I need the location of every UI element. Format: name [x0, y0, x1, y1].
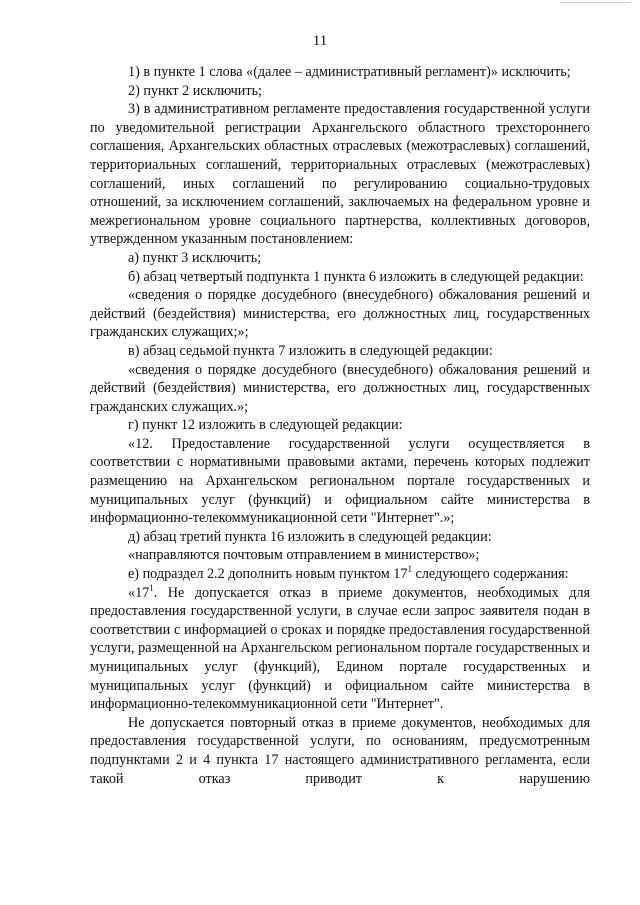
paragraph-subitem-b: б) абзац четвертый подпункта 1 пункта 6 изложить в следующей редакции: — [128, 268, 584, 285]
paragraph-item-2: 2) пункт 2 исключить; — [128, 82, 262, 99]
quoted-text-e — [90, 584, 590, 714]
paragraph-subitem-e-end: следующего содержания: — [412, 566, 569, 583]
superscript: 1 — [407, 564, 412, 575]
quoted-text-d: «направляются почтовым отправлением в министерство»; — [128, 547, 480, 564]
paragraph-continuation: Не допускается повторный отказ в приеме документов, необходимых для предоставления государственной услуги, по основаниям, предусмотренным подпунктами 2 и 4 пункта 17 настоящего административного регламента, если такой отказ приводит к нарушению — [90, 714, 590, 787]
paragraph-item-1: 1) в пункте 1 слова «(далее – административный регламент)» исключить; — [128, 64, 571, 80]
top-edge-rule — [560, 2, 630, 3]
paragraph-subitem-a: а) пункт 3 исключить; — [128, 249, 262, 266]
paragraph-item-3: 3) в административном регламенте предоставления государственной услуги по уведомительной регистрации Архангельского областного трехстороннего соглашения, Архангельских областных отраслевых (межотраслевых) соглашений, территориальных соглашений, территориальных отраслевых (межотраслевых) соглашений, иных соглашений по регулированию социально-трудовых отношений, за исключением соглашений, заключаемых на федеральном уровне и межрегиональном уровне социального партнерства, коллективных договоров, утвержденном указанным постановлением: — [90, 101, 590, 248]
quoted-text-e-end: . Не допускается отказ в приеме документов, необходимых для предоставления государственной услуги, в случае если запрос заявителя подан в соответствии с информацией о сроках и порядке предоставления государственной услуги, размещенной на Архангельском региональном портале государственных и муниципальных услуг (функций), Едином портале государственных и муниципальных услуг (функций) и официальном сайте министерства в информационно-телекоммуникационной сети "Интернет". — [90, 584, 590, 713]
quoted-text-b: «сведения о порядке досудебного (внесудебного) обжалования решений и действий (бездействия) министерства, его должностных лиц, государственных гражданских служащих;»; — [90, 287, 590, 341]
paragraph-subitem-g: г) пункт 12 изложить в следующей редакции: — [128, 417, 403, 434]
document-body — [90, 63, 590, 788]
superscript: 1 — [149, 582, 154, 593]
paragraph-subitem-e — [90, 565, 590, 584]
paragraph-subitem-v: в) абзац седьмой пункта 7 изложить в следующей редакции: — [128, 342, 493, 359]
paragraph-subitem-e-start: е) подраздел 2.2 дополнить новым пунктом 17 — [128, 566, 408, 583]
quoted-text-e-start: «17 — [128, 584, 150, 601]
paragraph-subitem-d: д) абзац третий пункта 16 изложить в следующей редакции: — [128, 528, 492, 545]
quoted-text-g: «12. Предоставление государственной услуги осуществляется в соответствии с нормативными правовыми актами, перечень которых подлежит размещению на Архангельском региональном портале государственных и муниципальных услуг (функций) и официальном сайте министерства в информационно-телекоммуникационной сети "Интернет".»; — [90, 435, 590, 527]
page-number: 11 — [312, 33, 328, 49]
quoted-text-v: «сведения о порядке досудебного (внесудебного) обжалования решений и действий (бездействия) министерства, его должностных лиц, государственных гражданских служащих.»; — [90, 361, 590, 415]
